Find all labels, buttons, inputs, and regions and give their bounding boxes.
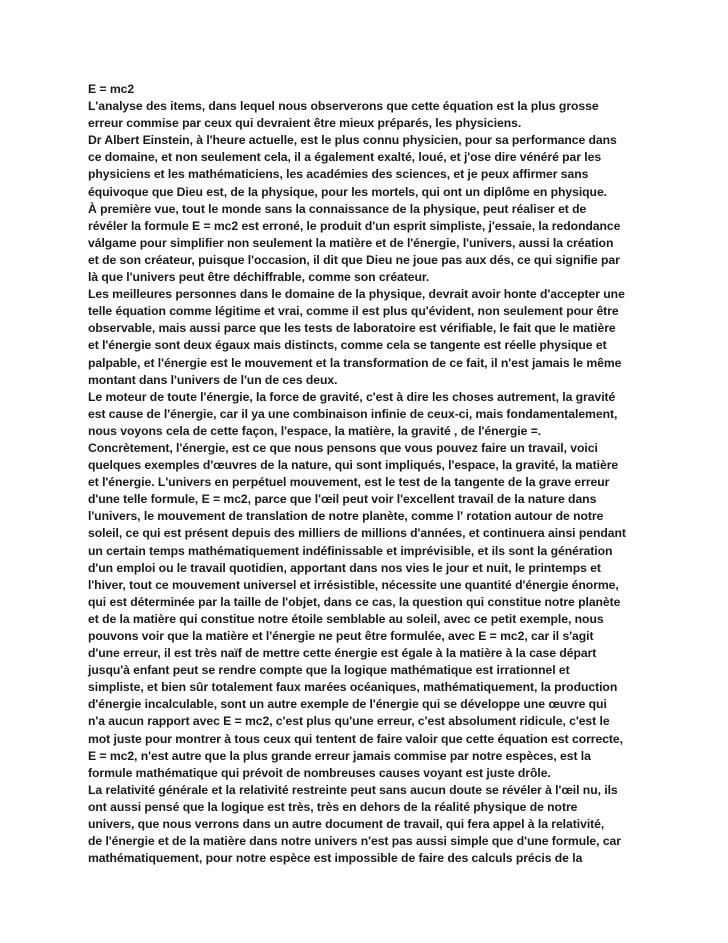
text-line: n'a aucun rapport avec E = mc2, c'est plus qu'une erreur, c'est absolument ridicule, c'est le	[88, 714, 610, 729]
text-line: d'un emploi ou le travail quotidien, apportant dans nos vies le jour et nuit, le printemps et	[88, 560, 601, 575]
text-line: de l'énergie et de la matière dans notre univers n'est pas aussi simple que d'une formule, car	[88, 834, 621, 849]
document-body	[88, 81, 648, 867]
text-line: jusqu'à enfant peut se rendre compte que la logique mathématique est irrationnel et	[88, 663, 570, 678]
text-line: palpable, et l'énergie est le mouvement et la transformation de ce fait, il n'est jamais le même	[88, 355, 622, 370]
text-line: À première vue, tout le monde sans la connaissance de la physique, peut réaliser et de	[88, 201, 587, 216]
text-line: là que l'univers peut être déchiffrable, comme son créateur.	[88, 270, 430, 285]
text-line: un certain temps mathématiquement indéfinissable et imprévisible, et ils sont la génération	[88, 543, 613, 558]
text-line: Concrètement, l'énergie, est ce que nous pensons que vous pouvez faire un travail, voici	[88, 440, 598, 455]
text-line: pouvons voir que la matière et l'énergie ne peut être formulée, avec E = mc2, car il s'agit	[88, 629, 594, 643]
text-line: soleil, ce qui est présent depuis des milliers de millions d'années, et continuera ainsi pendant	[88, 526, 626, 541]
text-line: telle équation comme légitime et vrai, comme il est plus qu'évident, non seulement pour être	[88, 304, 619, 319]
text-line: qui est déterminée par la taille de l'objet, dans ce cas, la question qui constitue notre planète	[88, 594, 621, 609]
text-line: et l'énergie sont deux égaux mais distincts, comme cela se tangente est réelle physique et	[88, 338, 607, 353]
text-line: ont aussi pensé que la logique est très, très en dehors de la réalité physique de notre	[88, 799, 578, 814]
text-line: montant dans l'univers de l'un de ces deux.	[88, 372, 338, 387]
text-line: E = mc2, n'est autre que la plus grande erreur jamais commise par notre espèces, est la	[88, 748, 591, 763]
text-line: quelques exemples d'œuvres de la nature, qui sont impliqués, l'espace, la gravité, la matière	[88, 458, 619, 473]
text-line: E = mc2	[88, 82, 135, 96]
text-line: Dr Albert Einstein, à l'heure actuelle, est le plus connu physicien, pour sa performance dans	[88, 133, 617, 148]
text-line: est cause de l'énergie, car il ya une combinaison infinie de ceux-ci, mais fondamentalement,	[88, 406, 618, 421]
text-line: observable, mais aussi parce que les tests de laboratoire est vérifiable, le fait que le matière	[88, 321, 616, 336]
text-line: ce domaine, et non seulement cela, il a également exalté, loué, et j'ose dire vénéré par les	[88, 150, 602, 165]
text-line: physiciens et les mathématiciens, les académies des sciences, et je peux affirmer sans	[88, 167, 589, 182]
text-line: Les meilleures personnes dans le domaine de la physique, devrait avoir honte d'accepter une	[88, 287, 625, 302]
text-line: d'énergie incalculable, sont un autre exemple de l'énergie qui se développe une œuvre qui	[88, 697, 607, 712]
text-line: et l'énergie. L'univers en perpétuel mouvement, est le test de la tangente de la grave erreur	[88, 475, 610, 490]
text-line: nous voyons cela de cette façon, l'espace, la matière, la gravité , de l'énergie =.	[88, 423, 542, 438]
text-line: La relativité générale et la relativité restreinte peut sans aucun doute se révéler à l'œil nu, ils	[88, 782, 618, 797]
text-line: et de la matière qui constitue notre étoile semblable au soleil, avec ce petit exemple, nous	[88, 611, 604, 626]
text-line: mathématiquement, pour notre espèce est impossible de faire des calculs précis de la	[88, 851, 583, 866]
text-line: révéler la formule E = mc2 est erroné, le produit d'un esprit simpliste, j'essaie, la redondance	[88, 218, 621, 233]
text-line: et de son créateur, puisque l'occasion, il dit que Dieu ne joue pas aux dés, ce qui signifie par	[88, 252, 620, 267]
text-line: simpliste, et bien sûr totalement faux marées océaniques, mathématiquement, la production	[88, 680, 618, 695]
text-line: d'une telle formule, E = mc2, parce que l'œil peut voir l'excellent travail de la nature dans	[88, 492, 597, 507]
text-line: formule mathématique qui prévoit de nombreuses causes voyant est juste drôle.	[88, 765, 551, 780]
text-line: L'analyse des items, dans lequel nous observerons que cette équation est la plus grosse	[88, 99, 599, 114]
text-line: l'hiver, tout ce mouvement universel et irrésistible, nécessite une quantité d'énergie énorme,	[88, 577, 619, 592]
text-line: d'une erreur, il est très naïf de mettre cette énergie est égale à la matière à la case départ	[88, 646, 597, 661]
text-line: Le moteur de toute l'énergie, la force de gravité, c'est à dire les choses autrement, la gravité	[88, 389, 616, 404]
text-line: univers, que nous verrons dans un autre document de travail, qui fera appel à la relativité,	[88, 817, 605, 832]
text-line: l'univers, le mouvement de translation de notre planète, comme l' rotation autour de notre	[88, 509, 604, 524]
text-line: équivoque que Dieu est, de la physique, pour les mortels, qui ont un diplôme en physique.	[88, 184, 608, 199]
text-line: mot juste pour montrer à tous ceux qui tentent de faire valoir que cette équation est correcte,	[88, 731, 624, 746]
text-line: válgame pour simplifier non seulement la matière et de l'énergie, l'univers, aussi la création	[88, 235, 614, 250]
text-line: erreur commise par ceux qui devraient être mieux préparés, les physiciens.	[88, 116, 522, 131]
